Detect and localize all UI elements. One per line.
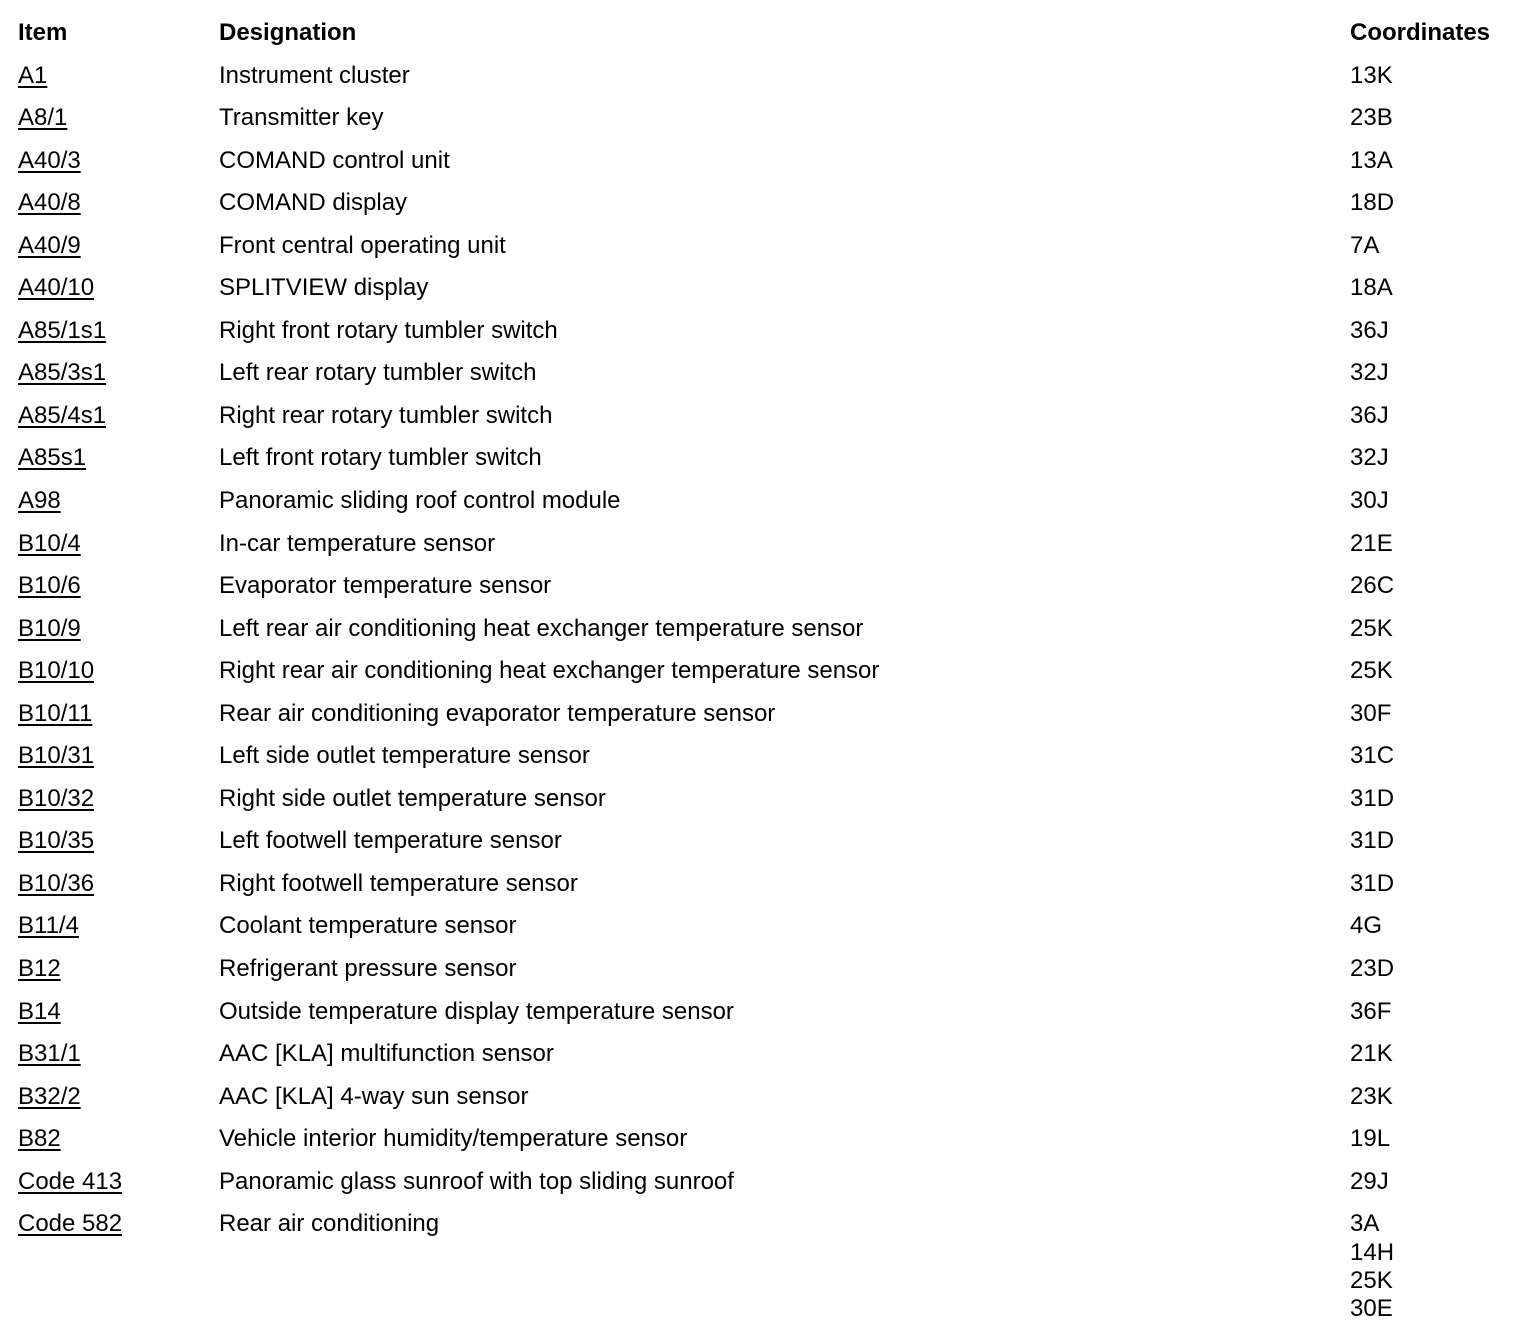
table-row — [18, 822, 1508, 865]
coordinate-value: 23K — [1350, 1082, 1393, 1110]
coordinate-value: 21E — [1350, 529, 1393, 557]
coordinates-cell — [1350, 865, 1394, 903]
coordinate-value: 13K — [1350, 61, 1393, 89]
table-row — [18, 865, 1508, 908]
table-row — [18, 57, 1508, 100]
coordinates-cell — [1350, 142, 1393, 180]
coordinates-cell — [1350, 567, 1394, 605]
table-row — [18, 99, 1508, 142]
designation-text: Right side outlet temperature sensor — [219, 784, 606, 812]
designation-text: AAC [KLA] 4-way sun sensor — [219, 1082, 529, 1110]
coordinates-cell — [1350, 397, 1389, 435]
item-link[interactable]: A85/4s1 — [18, 401, 107, 429]
header-coordinates: Coordinates — [1350, 19, 1491, 46]
designation-text: Vehicle interior humidity/temperature sensor — [219, 1125, 688, 1153]
coordinate-value: 13A — [1350, 146, 1393, 174]
item-link[interactable]: B10/10 — [18, 657, 95, 685]
table-header — [18, 14, 1508, 57]
item-link[interactable]: A40/10 — [18, 274, 95, 302]
table-row — [18, 184, 1508, 227]
designation-text: Rear air conditioning evaporator temperature sensor — [219, 699, 776, 727]
table-row — [18, 652, 1508, 695]
designation-text: Right rear air conditioning heat exchanger temperature sensor — [219, 657, 880, 685]
table-row — [18, 695, 1508, 738]
designation-text: Outside temperature display temperature sensor — [219, 997, 734, 1025]
coordinates-cell — [1350, 184, 1394, 222]
coordinates-cell — [1350, 652, 1393, 690]
coordinate-value: 19L — [1350, 1125, 1391, 1153]
item-link[interactable]: A85/3s1 — [18, 359, 107, 387]
coordinate-value: 7A — [1350, 231, 1380, 259]
coordinates-cell — [1350, 993, 1391, 1031]
coordinate-value: 36J — [1350, 316, 1389, 344]
designation-text: Panoramic sliding roof control module — [219, 487, 621, 515]
item-link[interactable]: B11/4 — [18, 912, 79, 940]
coordinate-value: 25K — [1350, 614, 1393, 642]
coordinates-cell — [1350, 439, 1389, 477]
item-link[interactable]: B31/1 — [18, 1040, 81, 1068]
item-link[interactable]: B10/4 — [18, 529, 81, 557]
designation-text: Right rear rotary tumbler switch — [219, 401, 553, 429]
coordinate-value: 32J — [1350, 359, 1389, 387]
coordinate-value: 32J — [1350, 444, 1389, 472]
coordinate-value: 3A — [1350, 1210, 1380, 1238]
coordinate-value: 21K — [1350, 1040, 1393, 1068]
coordinates-cell — [1350, 1035, 1393, 1073]
coordinate-value: 23D — [1350, 955, 1395, 983]
table-row — [18, 227, 1508, 270]
item-link[interactable]: B10/36 — [18, 869, 95, 897]
coordinate-value: 4G — [1350, 912, 1383, 940]
coordinate-value: 14H — [1350, 1239, 1395, 1267]
coordinates-cell — [1350, 312, 1389, 350]
coordinate-value: 29J — [1350, 1167, 1389, 1195]
item-link[interactable]: A85/1s1 — [18, 316, 107, 344]
coordinate-value: 30F — [1350, 699, 1392, 727]
item-link[interactable]: Code 413 — [18, 1167, 123, 1195]
coordinate-value: 31C — [1350, 742, 1395, 770]
item-link[interactable]: B10/6 — [18, 572, 81, 600]
table-row — [18, 950, 1508, 993]
coordinate-value: 36J — [1350, 401, 1389, 429]
item-link[interactable]: A1 — [18, 61, 48, 89]
coordinate-value: 31D — [1350, 869, 1395, 897]
designation-text: In-car temperature sensor — [219, 529, 496, 557]
coordinate-value: 36F — [1350, 997, 1392, 1025]
coordinate-value: 25K — [1350, 1267, 1393, 1295]
table-row — [18, 397, 1508, 440]
designation-text: Right footwell temperature sensor — [219, 869, 578, 897]
table-row — [18, 1078, 1508, 1121]
coordinates-cell — [1350, 1120, 1390, 1158]
item-link[interactable]: A40/9 — [18, 231, 81, 259]
coordinate-value: 18A — [1350, 274, 1393, 302]
designation-text: Left rear rotary tumbler switch — [219, 359, 537, 387]
item-link[interactable]: B14 — [18, 997, 61, 1025]
coordinates-cell — [1350, 1205, 1394, 1323]
coordinates-cell — [1350, 695, 1391, 733]
designation-text: Evaporator temperature sensor — [219, 572, 552, 600]
item-link[interactable]: B10/31 — [18, 742, 95, 770]
designation-text: Left front rotary tumbler switch — [219, 444, 542, 472]
item-link[interactable]: A98 — [18, 487, 61, 515]
coordinate-value: 23B — [1350, 104, 1393, 132]
designation-text: Coolant temperature sensor — [219, 912, 517, 940]
coordinates-cell — [1350, 227, 1379, 265]
table-row — [18, 312, 1508, 355]
table-row — [18, 525, 1508, 568]
designation-text: Left side outlet temperature sensor — [219, 742, 590, 770]
table-row — [18, 780, 1508, 823]
designation-text: Front central operating unit — [219, 231, 506, 259]
designation-text: Instrument cluster — [219, 61, 410, 89]
coordinates-cell — [1350, 737, 1394, 775]
table-row — [18, 354, 1508, 397]
coordinate-value: 26C — [1350, 572, 1395, 600]
header-designation: Designation — [219, 19, 357, 46]
table-row — [18, 737, 1508, 780]
header-item: Item — [18, 19, 68, 46]
coordinates-cell — [1350, 269, 1393, 307]
coordinate-value: 18D — [1350, 189, 1395, 217]
designation-text: Refrigerant pressure sensor — [219, 955, 517, 983]
coordinates-cell — [1350, 907, 1382, 945]
designation-text: Transmitter key — [219, 104, 384, 132]
item-link[interactable]: B32/2 — [18, 1082, 81, 1110]
coordinates-cell — [1350, 482, 1389, 520]
coordinate-value: 31D — [1350, 827, 1395, 855]
table-row — [18, 482, 1508, 525]
designation-text: Rear air conditioning — [219, 1210, 440, 1238]
table-row — [18, 567, 1508, 610]
table-row — [18, 439, 1508, 482]
coordinates-cell — [1350, 57, 1393, 95]
coordinate-value: 25K — [1350, 657, 1393, 685]
coordinates-cell — [1350, 822, 1394, 860]
table-row — [18, 142, 1508, 185]
table-row — [18, 1035, 1508, 1078]
item-link[interactable]: B82 — [18, 1125, 61, 1153]
designation-text: COMAND display — [219, 189, 408, 217]
coordinates-cell — [1350, 950, 1394, 988]
designation-text: Left footwell temperature sensor — [219, 827, 562, 855]
table-body — [18, 57, 1508, 1323]
coordinates-cell — [1350, 525, 1393, 563]
legend-table — [18, 14, 1508, 1323]
coordinate-value: 30E — [1350, 1295, 1393, 1323]
item-link[interactable]: B10/11 — [18, 699, 93, 727]
designation-text: AAC [KLA] multifunction sensor — [219, 1040, 554, 1068]
coordinates-cell — [1350, 99, 1393, 137]
item-link[interactable]: A40/3 — [18, 146, 81, 174]
table-row — [18, 1120, 1508, 1163]
item-link[interactable]: Code 582 — [18, 1210, 123, 1238]
table-row — [18, 610, 1508, 653]
item-link[interactable]: B12 — [18, 955, 61, 983]
item-link[interactable]: A40/8 — [18, 189, 81, 217]
table-row — [18, 993, 1508, 1036]
item-link[interactable]: B10/9 — [18, 614, 81, 642]
coordinate-value: 30J — [1350, 487, 1389, 515]
item-link[interactable]: B10/32 — [18, 784, 95, 812]
coordinates-cell — [1350, 610, 1393, 648]
item-link[interactable]: A85s1 — [18, 444, 87, 472]
designation-text: Panoramic glass sunroof with top sliding sunroof — [219, 1167, 734, 1195]
item-link[interactable]: B10/35 — [18, 827, 95, 855]
designation-text: Left rear air conditioning heat exchanger temperature sensor — [219, 614, 864, 642]
coordinates-cell — [1350, 354, 1389, 392]
coordinate-value: 31D — [1350, 784, 1395, 812]
designation-text: SPLITVIEW display — [219, 274, 429, 302]
item-link[interactable]: A8/1 — [18, 104, 68, 132]
coordinates-cell — [1350, 780, 1394, 818]
table-row — [18, 907, 1508, 950]
coordinates-cell — [1350, 1078, 1393, 1116]
designation-text: COMAND control unit — [219, 146, 450, 174]
coordinates-cell — [1350, 1163, 1389, 1201]
table-row — [18, 269, 1508, 312]
table-row — [18, 1163, 1508, 1206]
designation-text: Right front rotary tumbler switch — [219, 316, 558, 344]
